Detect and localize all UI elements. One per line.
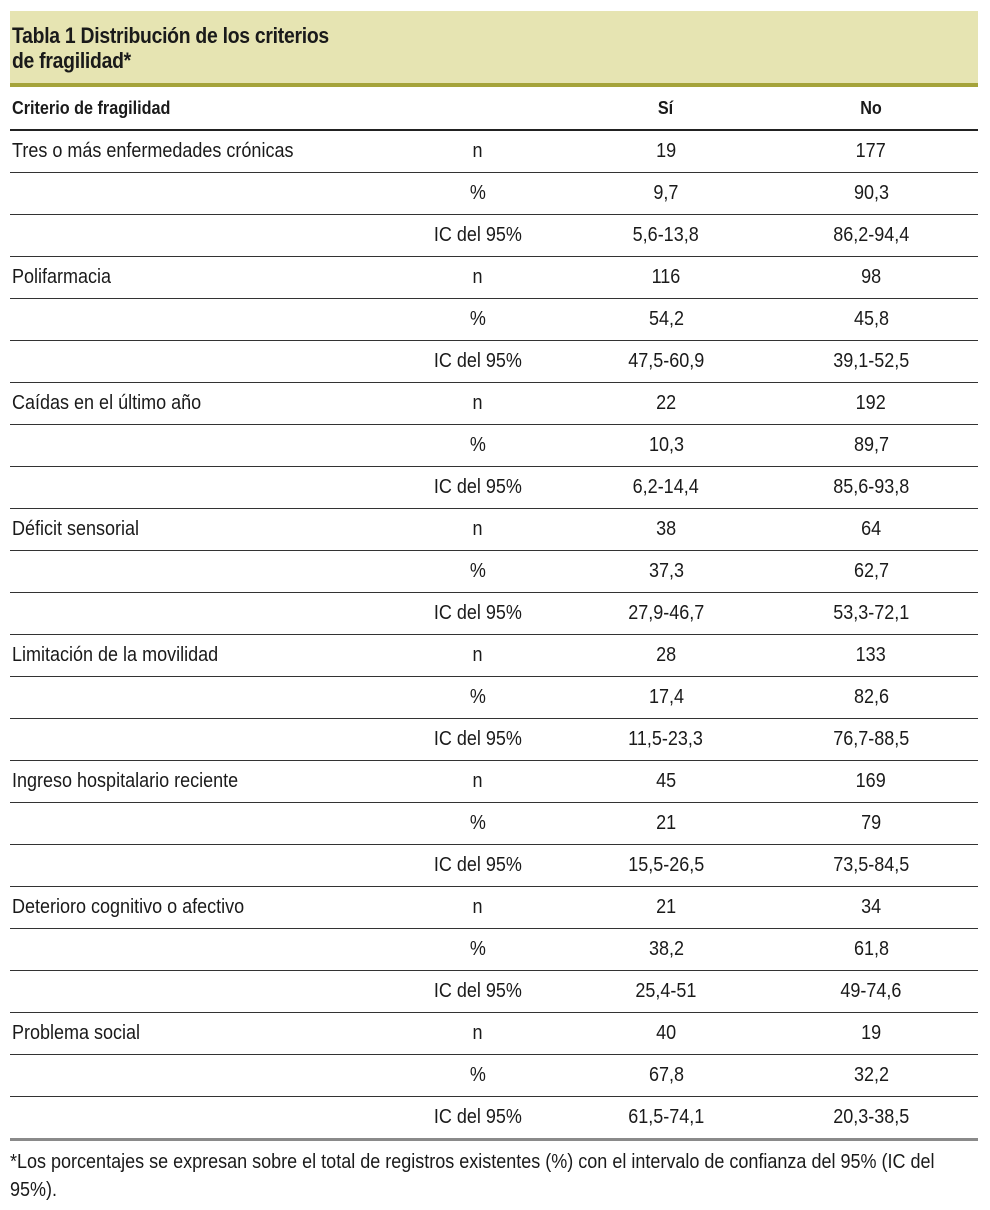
row-no-value: 62,7	[764, 551, 978, 593]
row-stat: n	[388, 383, 568, 425]
row-stat: %	[388, 803, 568, 845]
row-no-value: 133	[764, 635, 978, 677]
header-criterion: Criterio de fragilidad	[10, 87, 388, 130]
row-stat: %	[388, 1055, 568, 1097]
table-row	[10, 130, 978, 173]
row-criterion: Déficit sensorial	[10, 509, 388, 551]
row-stat: %	[388, 929, 568, 971]
row-no-value: 192	[764, 383, 978, 425]
header-row	[10, 87, 978, 130]
row-no-value: 90,3	[764, 173, 978, 215]
row-stat: n	[388, 130, 568, 173]
row-stat: n	[388, 761, 568, 803]
row-criterion: Polifarmacia	[10, 257, 388, 299]
row-criterion	[10, 299, 388, 341]
table-row	[10, 971, 978, 1013]
row-no-value: 19	[764, 1013, 978, 1055]
row-no-value: 86,2-94,4	[764, 215, 978, 257]
row-yes-value: 54,2	[568, 299, 764, 341]
row-criterion	[10, 173, 388, 215]
row-no-value: 45,8	[764, 299, 978, 341]
row-criterion	[10, 971, 388, 1013]
table-row	[10, 215, 978, 257]
row-criterion: Caídas en el último año	[10, 383, 388, 425]
row-no-value: 61,8	[764, 929, 978, 971]
row-criterion	[10, 677, 388, 719]
row-yes-value: 45	[568, 761, 764, 803]
row-no-value: 32,2	[764, 1055, 978, 1097]
row-criterion	[10, 593, 388, 635]
table-row	[10, 1055, 978, 1097]
table-footnote: *Los porcentajes se expresan sobre el total de registros existentes (%) con el intervalo de confianza del 95% (IC del 95%).	[10, 1151, 935, 1201]
table-row	[10, 257, 978, 299]
row-yes-value: 25,4-51	[568, 971, 764, 1013]
header-no: No	[764, 87, 978, 130]
row-stat: IC del 95%	[388, 719, 568, 761]
table-title-line2: de fragilidad*	[12, 48, 131, 73]
row-no-value: 64	[764, 509, 978, 551]
table-title	[10, 11, 978, 87]
row-stat: IC del 95%	[388, 845, 568, 887]
row-no-value: 39,1-52,5	[764, 341, 978, 383]
row-stat: IC del 95%	[388, 467, 568, 509]
table-row	[10, 887, 978, 929]
row-stat: %	[388, 299, 568, 341]
row-stat: n	[388, 1013, 568, 1055]
row-criterion	[10, 467, 388, 509]
row-yes-value: 40	[568, 1013, 764, 1055]
table-row	[10, 299, 978, 341]
row-criterion: Deterioro cognitivo o afectivo	[10, 887, 388, 929]
table-row	[10, 173, 978, 215]
row-criterion: Limitación de la movilidad	[10, 635, 388, 677]
row-yes-value: 21	[568, 803, 764, 845]
table-title-line1: Tabla 1 Distribución de los criterios	[12, 23, 329, 48]
table-row	[10, 761, 978, 803]
row-criterion: Problema social	[10, 1013, 388, 1055]
row-no-value: 73,5-84,5	[764, 845, 978, 887]
row-criterion	[10, 425, 388, 467]
row-stat: IC del 95%	[388, 341, 568, 383]
row-no-value: 76,7-88,5	[764, 719, 978, 761]
row-criterion	[10, 803, 388, 845]
table-row	[10, 719, 978, 761]
row-yes-value: 27,9-46,7	[568, 593, 764, 635]
row-stat: %	[388, 425, 568, 467]
row-stat: IC del 95%	[388, 971, 568, 1013]
table-container	[10, 11, 978, 1141]
row-criterion	[10, 719, 388, 761]
table-row	[10, 845, 978, 887]
row-yes-value: 22	[568, 383, 764, 425]
row-yes-value: 10,3	[568, 425, 764, 467]
row-no-value: 98	[764, 257, 978, 299]
table-row	[10, 383, 978, 425]
table-row	[10, 593, 978, 635]
row-yes-value: 61,5-74,1	[568, 1097, 764, 1140]
header-yes: Sí	[568, 87, 764, 130]
row-stat: n	[388, 509, 568, 551]
row-stat: n	[388, 257, 568, 299]
row-no-value: 89,7	[764, 425, 978, 467]
table-row	[10, 509, 978, 551]
row-criterion	[10, 1097, 388, 1140]
row-no-value: 169	[764, 761, 978, 803]
table-row	[10, 1097, 978, 1140]
row-no-value: 177	[764, 130, 978, 173]
row-no-value: 82,6	[764, 677, 978, 719]
row-no-value: 53,3-72,1	[764, 593, 978, 635]
row-yes-value: 67,8	[568, 1055, 764, 1097]
row-stat: IC del 95%	[388, 215, 568, 257]
row-yes-value: 21	[568, 887, 764, 929]
row-yes-value: 37,3	[568, 551, 764, 593]
row-no-value: 85,6-93,8	[764, 467, 978, 509]
row-criterion	[10, 551, 388, 593]
row-stat: n	[388, 887, 568, 929]
row-criterion	[10, 1055, 388, 1097]
row-yes-value: 19	[568, 130, 764, 173]
row-no-value: 34	[764, 887, 978, 929]
row-criterion: Ingreso hospitalario reciente	[10, 761, 388, 803]
row-stat: IC del 95%	[388, 593, 568, 635]
row-yes-value: 28	[568, 635, 764, 677]
table-row	[10, 425, 978, 467]
table-row	[10, 341, 978, 383]
row-yes-value: 38,2	[568, 929, 764, 971]
row-criterion	[10, 215, 388, 257]
row-stat: n	[388, 635, 568, 677]
table-row	[10, 467, 978, 509]
row-no-value: 49-74,6	[764, 971, 978, 1013]
row-yes-value: 15,5-26,5	[568, 845, 764, 887]
row-stat: %	[388, 551, 568, 593]
row-yes-value: 47,5-60,9	[568, 341, 764, 383]
row-stat: %	[388, 173, 568, 215]
row-yes-value: 38	[568, 509, 764, 551]
row-criterion	[10, 845, 388, 887]
data-table	[10, 87, 978, 1141]
table-row	[10, 635, 978, 677]
row-yes-value: 9,7	[568, 173, 764, 215]
row-yes-value: 5,6-13,8	[568, 215, 764, 257]
row-no-value: 20,3-38,5	[764, 1097, 978, 1140]
row-stat: %	[388, 677, 568, 719]
row-yes-value: 6,2-14,4	[568, 467, 764, 509]
row-yes-value: 11,5-23,3	[568, 719, 764, 761]
header-stat	[388, 87, 568, 130]
table-row	[10, 1013, 978, 1055]
row-criterion	[10, 929, 388, 971]
table-row	[10, 551, 978, 593]
row-yes-value: 17,4	[568, 677, 764, 719]
row-no-value: 79	[764, 803, 978, 845]
table-row	[10, 677, 978, 719]
row-criterion	[10, 341, 388, 383]
table-row	[10, 803, 978, 845]
row-stat: IC del 95%	[388, 1097, 568, 1140]
row-criterion: Tres o más enfermedades crónicas	[10, 130, 388, 173]
table-row	[10, 929, 978, 971]
row-yes-value: 116	[568, 257, 764, 299]
